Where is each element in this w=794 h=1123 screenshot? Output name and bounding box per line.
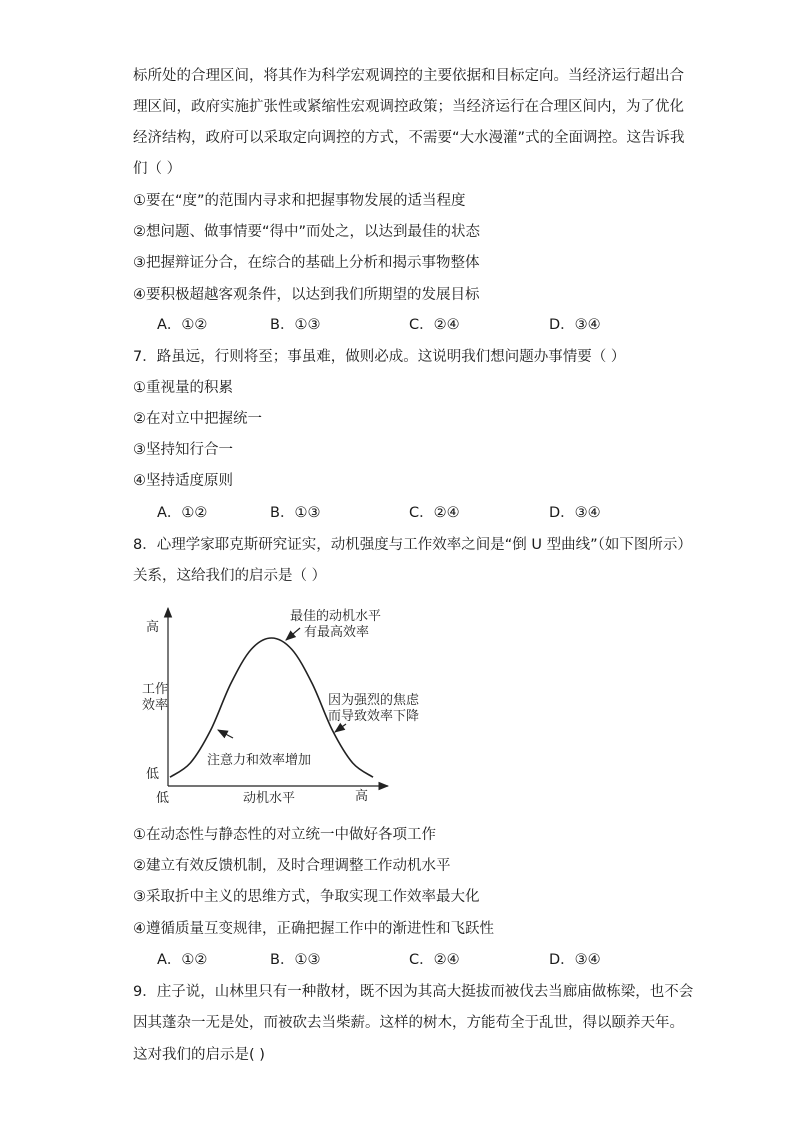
annotation-right-arrow xyxy=(335,724,346,732)
annotation-peak-arrow xyxy=(286,628,300,640)
q6-item-1: ①要在“度”的范围内寻求和把握事物发展的适当程度 xyxy=(133,193,466,209)
y-axis-title-line-2: 效率 xyxy=(142,698,169,713)
q9-stem-line-1: 9．庄子说，山林里只有一种散材，既不因为其高大挺拔而被伐去当廊庙做栋梁，也不会 xyxy=(133,984,694,1000)
annotation-peak-line-1: 最佳的动机水平 xyxy=(290,609,382,624)
q8-stem-line-1: 8．心理学家耶克斯研究证实，动机强度与工作效率之间是“倒 U 型曲线”（如下图所示） xyxy=(133,537,692,553)
q9-stem-line-2: 因其蓬杂一无是处，而被砍去当柴薪。这样的树木，方能苟全于乱世，得以颐养天年。 xyxy=(133,1015,684,1031)
annotation-left-label: 注意力和效率增加 xyxy=(207,753,312,768)
q6-stem-line-2: 理区间，政府实施扩张性或紧缩性宏观调控政策；当经济运行在合理区间内，为了优化 xyxy=(133,99,684,115)
x-axis-title: 动机水平 xyxy=(243,791,296,806)
q7-item-3: ③坚持知行合一 xyxy=(133,442,233,458)
q6-option-d[interactable]: D．③④ xyxy=(549,317,601,333)
q7-option-c[interactable]: C．②④ xyxy=(409,505,460,521)
q8-option-c[interactable]: C．②④ xyxy=(409,952,460,968)
q6-stem-line-3: 经济结构，政府可以采取定向调控的方式，不需要“大水漫灌”式的全面调控。这告诉我 xyxy=(133,130,685,146)
q6-item-3: ③把握辩证分合，在综合的基础上分析和揭示事物整体 xyxy=(133,255,480,271)
q8-stem-line-2: 关系，这给我们的启示是（ ） xyxy=(133,568,327,584)
annotation-right-line-1: 因为强烈的焦虑 xyxy=(328,693,420,708)
q7-option-d[interactable]: D．③④ xyxy=(549,505,601,521)
y-axis-top-label: 高 xyxy=(146,620,160,635)
q7-option-b[interactable]: B．①③ xyxy=(270,505,321,521)
q7-item-1: ①重视量的积累 xyxy=(133,380,233,396)
q8-option-a[interactable]: A．①② xyxy=(157,952,208,968)
q7-stem: 7．路虽远，行则将至；事虽难，做则必成。这说明我们想问题办事情要（ ） xyxy=(133,349,626,365)
inverted-u-chart xyxy=(140,600,440,810)
q7-option-a[interactable]: A．①② xyxy=(157,505,208,521)
annotation-peak-line-2: 有最高效率 xyxy=(304,625,370,640)
annotation-left-arrow xyxy=(218,730,233,738)
q8-option-b[interactable]: B．①③ xyxy=(270,952,321,968)
annotation-right-line-2: 而导致效率下降 xyxy=(328,709,420,724)
q7-item-2: ②在对立中把握统一 xyxy=(133,411,262,427)
y-axis-bottom-label: 低 xyxy=(146,767,160,782)
q8-option-d[interactable]: D．③④ xyxy=(549,952,601,968)
q8-item-3: ③采取折中主义的思维方式，争取实现工作效率最大化 xyxy=(133,889,480,905)
q9-stem-line-3: 这对我们的启示是( ) xyxy=(133,1047,265,1063)
q8-item-1: ①在动态性与静态性的对立统一中做好各项工作 xyxy=(133,827,436,843)
q6-option-c[interactable]: C．②④ xyxy=(409,317,460,333)
x-axis-right-label: 高 xyxy=(355,789,369,804)
x-axis-left-label: 低 xyxy=(156,791,170,806)
q6-item-2: ②想问题、做事情要“得中”而处之，以达到最佳的状态 xyxy=(133,224,481,240)
q8-item-4: ④遵循质量互变规律，正确把握工作中的渐进性和飞跃性 xyxy=(133,921,494,937)
q6-stem-line-1: 标所处的合理区间，将其作为科学宏观调控的主要依据和目标定向。当经济运行超出合 xyxy=(133,68,684,84)
q7-item-4: ④坚持适度原则 xyxy=(133,473,233,489)
q6-item-4: ④要积极超越客观条件，以达到我们所期望的发展目标 xyxy=(133,287,480,303)
q8-item-2: ②建立有效反馈机制，及时合理调整工作动机水平 xyxy=(133,858,451,874)
q6-option-a[interactable]: A．①② xyxy=(157,317,208,333)
y-axis-title-line-1: 工作 xyxy=(142,682,169,697)
q6-option-b[interactable]: B．①③ xyxy=(270,317,321,333)
q6-stem-line-4: 们（ ） xyxy=(133,161,182,177)
